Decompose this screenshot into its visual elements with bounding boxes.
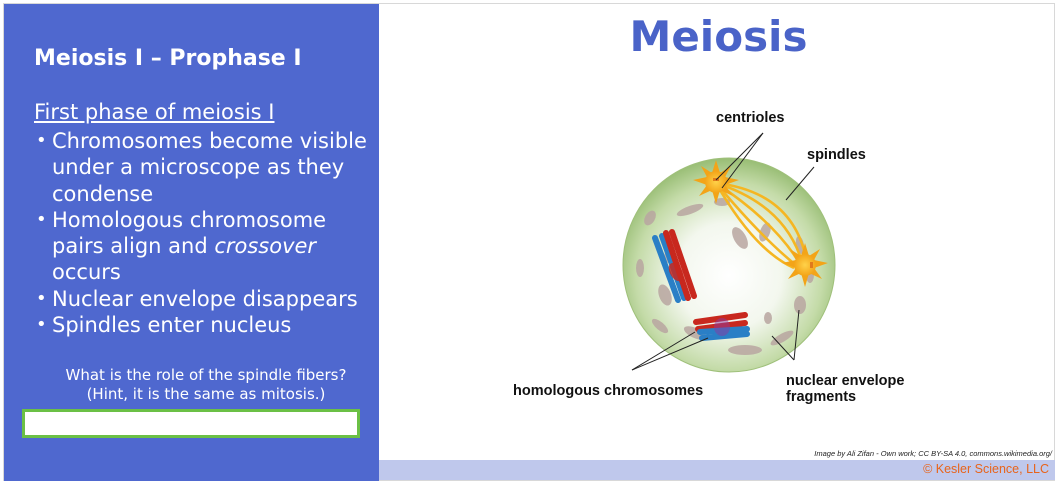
bullet-text: Spindles enter nucleus	[52, 313, 292, 338]
slide-heading: Meiosis I – Prophase I	[34, 46, 302, 71]
bullet-item	[34, 128, 379, 207]
chromosome-pair-horizontal	[696, 315, 747, 338]
answer-input[interactable]	[22, 409, 360, 438]
bullet-item	[34, 286, 379, 312]
bullet-text: Nuclear envelope disappears	[52, 286, 358, 311]
bullet-dot: •	[36, 287, 47, 309]
left-panel	[4, 4, 379, 481]
page-title: Meiosis	[629, 12, 808, 61]
image-credit: Image by Ali Zifan - Own work; CC BY-SA 4.0, commons.wikimedia.org/	[814, 449, 1052, 458]
bullet-list	[34, 128, 379, 338]
bullet-dot: •	[36, 130, 47, 151]
bullet-text: Chromosomes become visible under a microscope as they condense	[52, 129, 367, 206]
label-homologous-chromosomes: homologous chromosomes	[513, 383, 704, 399]
bullet-item	[34, 207, 379, 286]
bullet-text: Homologous chromosome pairs align and	[52, 207, 327, 259]
question-hint: (Hint, it is the same as mitosis.)	[86, 385, 326, 403]
question-line: What is the role of the spindle fibers?	[65, 366, 347, 384]
bullet-italic-term: crossover	[214, 234, 317, 259]
copyright-notice: © Kesler Science, LLC	[923, 462, 1049, 476]
label-line: nuclear envelope	[786, 373, 905, 389]
bullet-text-tail: occurs	[52, 260, 121, 285]
meiosis-diagram	[500, 100, 930, 414]
label-centrioles: centrioles	[716, 110, 785, 126]
bullet-dot: •	[36, 208, 47, 230]
label-line: fragments	[786, 389, 857, 405]
subheading: First phase of meiosis I	[34, 100, 275, 124]
footer-bar	[379, 460, 1055, 480]
question-text	[8, 366, 404, 404]
bullet-dot: •	[36, 314, 47, 336]
bullet-item	[34, 312, 379, 338]
label-nuclear-envelope-fragments	[786, 373, 904, 405]
label-spindles: spindles	[807, 147, 866, 163]
